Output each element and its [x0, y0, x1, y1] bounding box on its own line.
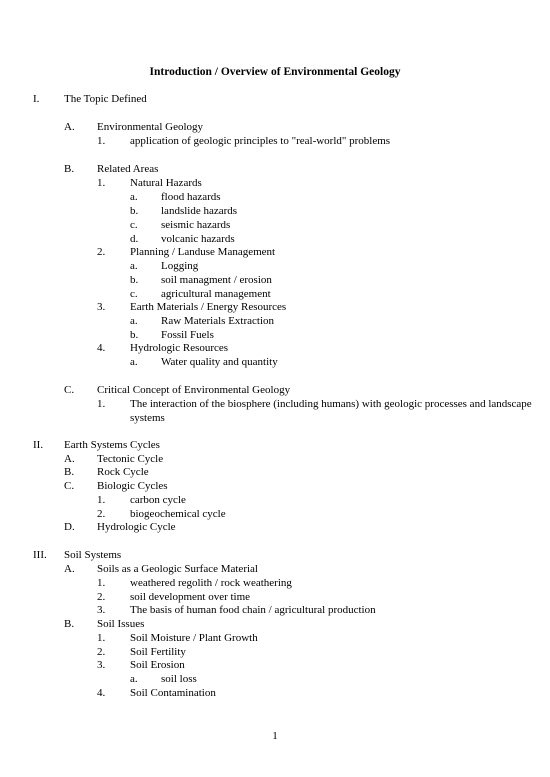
outline-item-number: A.	[64, 453, 75, 465]
outline-item-text: carbon cycle	[130, 494, 186, 506]
outline-item-number: B.	[64, 163, 75, 175]
outline-item-text: Raw Materials Extraction	[161, 315, 275, 327]
outline-item-number: 2.	[97, 646, 106, 658]
outline-item-text: Soil Fertility	[130, 646, 186, 658]
outline-item-text: Fossil Fuels	[161, 329, 214, 341]
outline-item-text: Soil Contamination	[130, 687, 216, 699]
outline-item-number: d.	[130, 233, 139, 245]
outline-item-number: C.	[64, 384, 75, 396]
outline-item-number: a.	[130, 315, 138, 327]
outline-item-text: Logging	[161, 260, 199, 272]
outline-item-text: Environmental Geology	[97, 121, 204, 133]
outline-item-number: 4.	[97, 687, 106, 699]
outline-item-text: agricultural management	[161, 288, 271, 300]
outline-item-text: Rock Cycle	[97, 466, 149, 478]
outline-item-number: 2.	[97, 508, 106, 520]
outline-item-text: Soil Moisture / Plant Growth	[130, 632, 258, 644]
outline-item-text: Hydrologic Cycle	[97, 521, 176, 533]
outline-item-text: Hydrologic Resources	[130, 342, 229, 354]
outline-item-text: weathered regolith / rock weathering	[130, 577, 292, 589]
outline-item-text: Water quality and quantity	[161, 356, 278, 368]
outline-item-number: c.	[130, 219, 138, 231]
outline-item-text: soil loss	[161, 673, 197, 685]
outline-item-text: Soil Issues	[97, 618, 145, 630]
outline-item-text: flood hazards	[161, 191, 221, 203]
outline-item-number: 1.	[97, 494, 106, 506]
outline-item-text: Planning / Landuse Management	[130, 246, 276, 258]
outline-item-text: The basis of human food chain / agricultural production	[130, 604, 376, 616]
outline-item-number: II.	[33, 439, 44, 451]
outline-item-number: a.	[130, 356, 138, 368]
outline-item-number: B.	[64, 466, 75, 478]
outline-item-number: A.	[64, 121, 75, 133]
outline-item-number: a.	[130, 260, 138, 272]
outline-item-text: The interaction of the biosphere (including humans) with geologic processes and landscape	[130, 398, 532, 410]
outline-item-text: application of geologic principles to "real-world" problems	[130, 135, 391, 147]
page-number: 1	[272, 730, 278, 742]
outline-item-text: Soils as a Geologic Surface Material	[97, 563, 258, 575]
outline-item-number: 1.	[97, 632, 106, 644]
outline-item-number: 2.	[97, 246, 106, 258]
outline-item-text: Related Areas	[97, 163, 159, 175]
outline-item-number: b.	[130, 205, 139, 217]
outline-item-number: III.	[33, 549, 47, 561]
outline-item-number: c.	[130, 288, 138, 300]
outline-item-text: seismic hazards	[161, 219, 231, 231]
outline-item-text: Earth Materials / Energy Resources	[130, 301, 287, 313]
outline-item-number: C.	[64, 480, 75, 492]
outline-item-number: a.	[130, 191, 138, 203]
outline-item-number: 3.	[97, 659, 106, 671]
outline-item-number: 1.	[97, 177, 106, 189]
outline-item-text: Critical Concept of Environmental Geology	[97, 384, 291, 396]
outline-item-text: Tectonic Cycle	[97, 453, 164, 465]
outline-item-number: D.	[64, 521, 75, 533]
outline-item-number: 3.	[97, 301, 106, 313]
outline-item-number: 1.	[97, 135, 106, 147]
outline-item-text: landslide hazards	[161, 205, 238, 217]
outline-item-number: 2.	[97, 591, 106, 603]
outline-item-number: b.	[130, 274, 139, 286]
outline-item-text: systems	[130, 412, 165, 424]
outline-item-text: volcanic hazards	[161, 233, 235, 245]
outline-item-number: a.	[130, 673, 138, 685]
outline-item-number: 3.	[97, 604, 106, 616]
outline-item-number: b.	[130, 329, 139, 341]
outline-item-number: 4.	[97, 342, 106, 354]
document-title: Introduction / Overview of Environmental Geology	[149, 66, 401, 78]
outline-item-number: I.	[33, 93, 40, 105]
outline-item-text: soil managment / erosion	[161, 274, 272, 286]
outline-item-number: A.	[64, 563, 75, 575]
outline-item-text: Soil Systems	[64, 549, 122, 561]
outline-item-number: B.	[64, 618, 75, 630]
outline-item-text: The Topic Defined	[64, 93, 147, 105]
outline-item-text: Natural Hazards	[130, 177, 202, 189]
outline-item-text: biogeochemical cycle	[130, 508, 226, 520]
outline-item-text: Biologic Cycles	[97, 480, 168, 492]
outline-item-number: 1.	[97, 577, 106, 589]
outline-item-text: Earth Systems Cycles	[64, 439, 160, 451]
outline-item-text: Soil Erosion	[130, 659, 185, 671]
outline-item-number: 1.	[97, 398, 106, 410]
outline-item-text: soil development over time	[130, 591, 251, 603]
